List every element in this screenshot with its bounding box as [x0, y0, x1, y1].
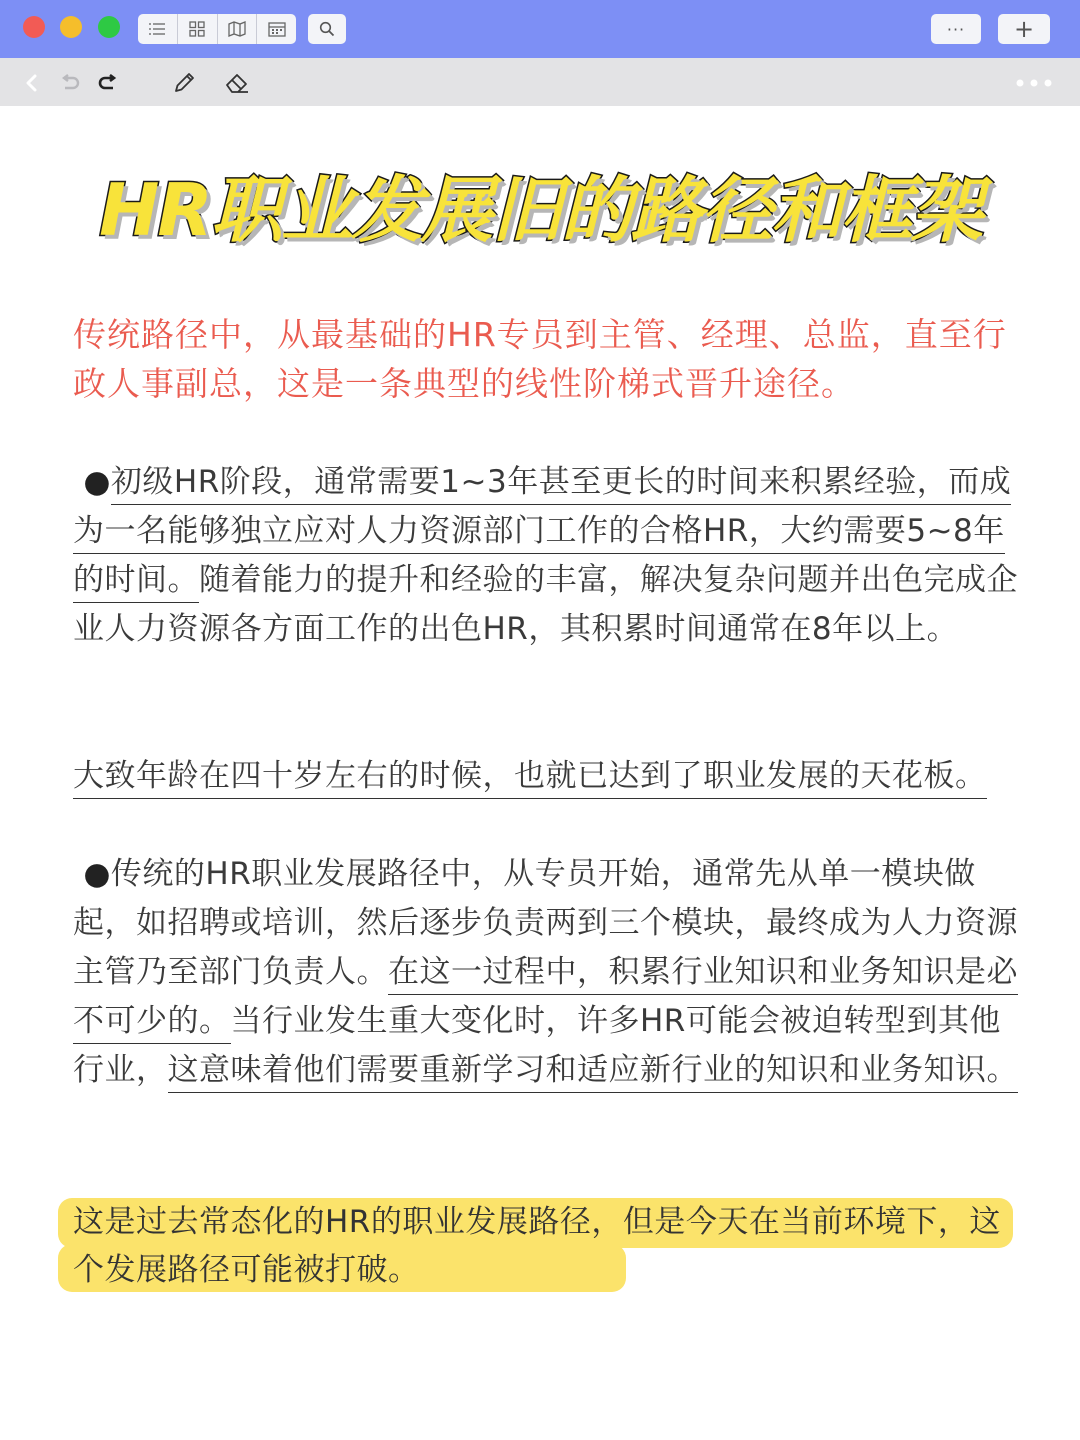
list-view-button[interactable]: [138, 14, 178, 44]
underlined-text: 这意味着他们需要重新学习和适应新行业的知识和业务知识。: [168, 1052, 1019, 1093]
list-icon: [148, 22, 166, 36]
editor-toolbar: [0, 58, 1080, 106]
back-button[interactable]: [16, 68, 46, 98]
calendar-icon: [268, 21, 286, 37]
map-icon: [228, 21, 246, 37]
back-icon: [24, 74, 38, 92]
grid-view-button[interactable]: [178, 14, 218, 44]
undo-icon: [59, 74, 81, 92]
page-title: HR职业发展旧的路径和框架: [99, 168, 981, 252]
toolbar-more-button[interactable]: [1014, 68, 1054, 98]
search-icon: [319, 21, 335, 37]
minimize-window-button[interactable]: [60, 16, 82, 38]
underlined-text: 初级HR阶段，通常需要1~3年甚至更长的时间来积累经验，而成为一名能够独立应对人力资源部门工作的合格HR，大约需要5~8年的时间。: [73, 464, 1011, 603]
paragraph-text: 随着能力的提升和经验的丰富，解决复杂问题并出色完成企业人力资源各方面工作的出色HR，其积累时间通常在8年以上。: [73, 562, 1018, 647]
maximize-window-button[interactable]: [98, 16, 120, 38]
close-window-button[interactable]: [23, 16, 45, 38]
bullet-marker: ●: [83, 856, 111, 892]
calendar-view-button[interactable]: [257, 14, 296, 44]
more-options-button[interactable]: [931, 14, 981, 44]
eraser-icon: [224, 71, 250, 95]
undo-button[interactable]: [55, 68, 85, 98]
paragraph-text: 当行业发生重大变化时，许多HR可能会被迫转型到其他行业，: [73, 1003, 1001, 1088]
paragraph-traditional-path: [73, 850, 1023, 1095]
paragraph-junior-hr: [73, 458, 1023, 654]
window-titlebar: [0, 0, 1080, 58]
conclusion-text: 这是过去常态化的HR的职业发展路径，但是今天在当前环境下，这个发展路径可能被打破。: [73, 1204, 1001, 1288]
view-switcher: [138, 14, 296, 44]
redo-icon: [97, 74, 119, 92]
intro-paragraph: 传统路径中，从最基础的HR专员到主管、经理、总监，直至行政人事副总，这是一条典型的线性阶梯式晋升途径。: [73, 315, 1007, 403]
redo-button[interactable]: [93, 68, 123, 98]
search-button[interactable]: [308, 14, 346, 44]
map-view-button[interactable]: [218, 14, 258, 44]
eraser-tool-button[interactable]: [222, 68, 252, 98]
plus-icon: +: [1013, 15, 1035, 43]
underlined-text: 大致年龄在四十岁左右的时候，也就已达到了职业发展的天花板。: [73, 758, 987, 799]
underlined-text: 在这一过程中，积累行业知识和业务知识是必不可少的。: [73, 954, 1018, 1044]
paragraph-text: 传统的HR职业发展路径中，从专员开始，通常先从单一模块做起，如招聘或培训，然后逐步负责两到三个模块，最终成为人力资源主管乃至部门负责人。: [73, 856, 1018, 990]
bullet-marker: ●: [83, 464, 111, 500]
more-label: ···: [946, 19, 966, 39]
paragraph-ceiling: [73, 752, 1023, 801]
add-button[interactable]: [998, 14, 1050, 44]
grid-icon: [189, 21, 205, 37]
pencil-tool-button[interactable]: [169, 68, 199, 98]
pencil-icon: [172, 71, 196, 95]
more-icon: [1016, 79, 1052, 87]
